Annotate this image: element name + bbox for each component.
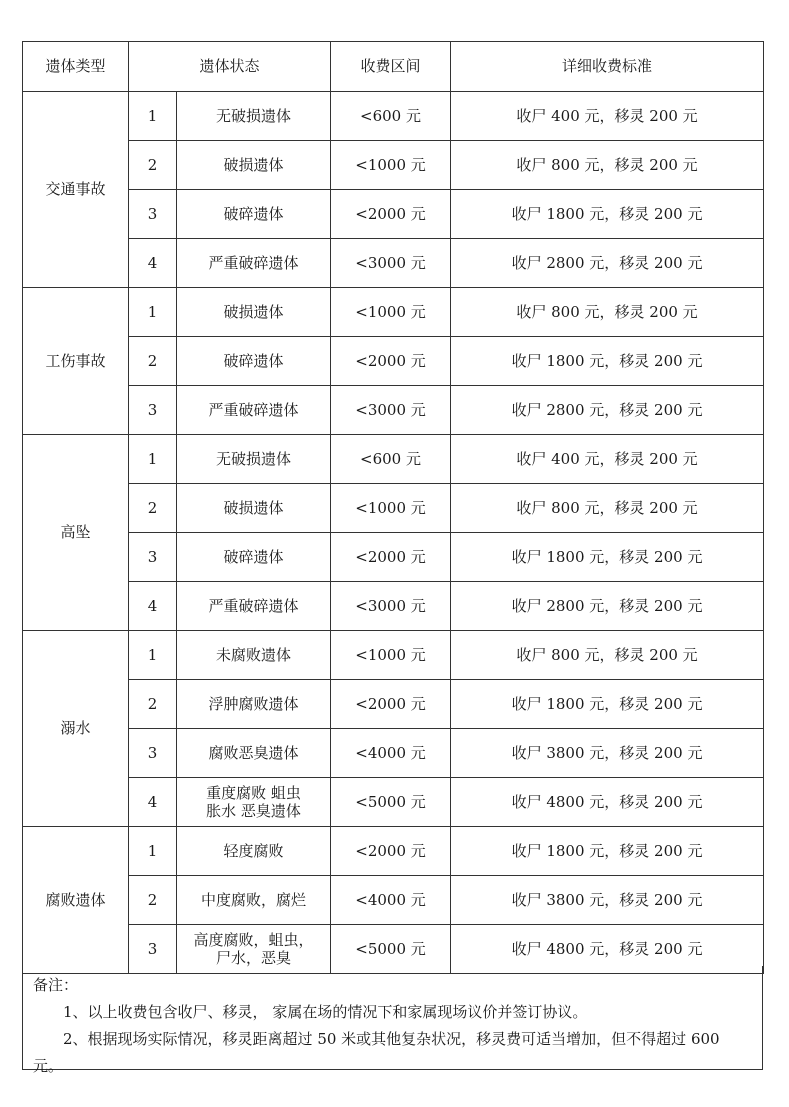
cell-detail: 收尸 2800 元，移灵 200 元 [451, 386, 764, 435]
header-type: 遗体类型 [23, 42, 129, 92]
cell-detail: 收尸 1800 元，移灵 200 元 [451, 533, 764, 582]
cell-num: 1 [129, 92, 177, 141]
table-row [23, 876, 764, 925]
cell-range: <1000 元 [331, 141, 451, 190]
fee-table [22, 41, 764, 974]
cell-state: 无破损遗体 [177, 435, 331, 484]
cell-num: 4 [129, 582, 177, 631]
note-item-2: 2、根据现场实际情况，移灵距离超过 50 米或其他复杂状况，移灵费可适当增加，但不得超过 600 元。 [33, 1030, 720, 1075]
cell-body-type: 溺水 [23, 631, 129, 827]
cell-state: 严重破碎遗体 [177, 239, 331, 288]
cell-num: 2 [129, 141, 177, 190]
cell-detail: 收尸 800 元，移灵 200 元 [451, 288, 764, 337]
cell-range: <2000 元 [331, 533, 451, 582]
cell-detail: 收尸 1800 元，移灵 200 元 [451, 190, 764, 239]
cell-range: <2000 元 [331, 337, 451, 386]
cell-state: 中度腐败，腐烂 [177, 876, 331, 925]
cell-range: <2000 元 [331, 680, 451, 729]
cell-range: <4000 元 [331, 729, 451, 778]
table-row [23, 386, 764, 435]
cell-num: 3 [129, 190, 177, 239]
cell-detail: 收尸 3800 元，移灵 200 元 [451, 729, 764, 778]
cell-num: 4 [129, 239, 177, 288]
cell-num: 3 [129, 729, 177, 778]
cell-detail: 收尸 1800 元，移灵 200 元 [451, 827, 764, 876]
cell-range: <2000 元 [331, 827, 451, 876]
table-row [23, 827, 764, 876]
cell-range: <1000 元 [331, 631, 451, 680]
cell-range: <1000 元 [331, 288, 451, 337]
table-header-row [23, 42, 764, 92]
cell-range: <3000 元 [331, 582, 451, 631]
cell-detail: 收尸 400 元，移灵 200 元 [451, 92, 764, 141]
cell-state: 严重破碎遗体 [177, 386, 331, 435]
cell-body-type: 交通事故 [23, 92, 129, 288]
cell-state: 未腐败遗体 [177, 631, 331, 680]
cell-state: 严重破碎遗体 [177, 582, 331, 631]
table-row [23, 92, 764, 141]
table-row [23, 582, 764, 631]
header-detail: 详细收费标准 [451, 42, 764, 92]
cell-detail: 收尸 800 元，移灵 200 元 [451, 141, 764, 190]
cell-state: 无破损遗体 [177, 92, 331, 141]
cell-state: 破损遗体 [177, 288, 331, 337]
cell-state: 重度腐败 蛆虫 胀水 恶臭遗体 [177, 778, 331, 827]
notes-label: 备注： [33, 976, 79, 994]
table-row [23, 680, 764, 729]
cell-num: 2 [129, 876, 177, 925]
cell-range: <3000 元 [331, 386, 451, 435]
table-row [23, 533, 764, 582]
table-row [23, 778, 764, 827]
table-row [23, 190, 764, 239]
cell-range: <600 元 [331, 92, 451, 141]
cell-detail: 收尸 400 元，移灵 200 元 [451, 435, 764, 484]
header-range: 收费区间 [331, 42, 451, 92]
table-row [23, 288, 764, 337]
cell-state: 破损遗体 [177, 484, 331, 533]
cell-detail: 收尸 800 元，移灵 200 元 [451, 631, 764, 680]
cell-state: 破碎遗体 [177, 190, 331, 239]
cell-range: <600 元 [331, 435, 451, 484]
cell-detail: 收尸 2800 元，移灵 200 元 [451, 239, 764, 288]
table-row [23, 631, 764, 680]
cell-detail: 收尸 2800 元，移灵 200 元 [451, 582, 764, 631]
cell-range: <3000 元 [331, 239, 451, 288]
table-row [23, 484, 764, 533]
cell-detail: 收尸 1800 元，移灵 200 元 [451, 337, 764, 386]
note-item-1: 1、以上收费包含收尸、移灵， 家属在场的情况下和家属现场议价并签订协议。 [63, 1003, 588, 1021]
cell-num: 3 [129, 386, 177, 435]
cell-body-type: 腐败遗体 [23, 827, 129, 974]
cell-range: <1000 元 [331, 484, 451, 533]
table-row [23, 141, 764, 190]
cell-range: <5000 元 [331, 925, 451, 974]
cell-num: 1 [129, 435, 177, 484]
cell-num: 2 [129, 484, 177, 533]
header-state: 遗体状态 [129, 42, 331, 92]
cell-detail: 收尸 3800 元，移灵 200 元 [451, 876, 764, 925]
cell-range: <2000 元 [331, 190, 451, 239]
cell-num: 1 [129, 827, 177, 876]
cell-num: 4 [129, 778, 177, 827]
cell-state: 轻度腐败 [177, 827, 331, 876]
cell-state: 腐败恶臭遗体 [177, 729, 331, 778]
cell-detail: 收尸 4800 元，移灵 200 元 [451, 778, 764, 827]
table-row [23, 435, 764, 484]
cell-num: 2 [129, 337, 177, 386]
cell-body-type: 高坠 [23, 435, 129, 631]
cell-num: 1 [129, 631, 177, 680]
cell-num: 2 [129, 680, 177, 729]
notes-section [22, 966, 763, 1075]
cell-num: 3 [129, 533, 177, 582]
table-body [23, 92, 764, 974]
cell-detail: 收尸 4800 元，移灵 200 元 [451, 925, 764, 974]
cell-num: 1 [129, 288, 177, 337]
cell-state: 破碎遗体 [177, 533, 331, 582]
cell-state: 高度腐败，蛆虫， 尸水，恶臭 [177, 925, 331, 974]
cell-detail: 收尸 800 元，移灵 200 元 [451, 484, 764, 533]
cell-state: 破损遗体 [177, 141, 331, 190]
cell-body-type: 工伤事故 [23, 288, 129, 435]
cell-detail: 收尸 1800 元，移灵 200 元 [451, 680, 764, 729]
cell-state: 破碎遗体 [177, 337, 331, 386]
cell-range: <4000 元 [331, 876, 451, 925]
table-row [23, 337, 764, 386]
table-row [23, 729, 764, 778]
cell-state: 浮肿腐败遗体 [177, 680, 331, 729]
cell-num: 3 [129, 925, 177, 974]
cell-range: <5000 元 [331, 778, 451, 827]
table-row [23, 239, 764, 288]
